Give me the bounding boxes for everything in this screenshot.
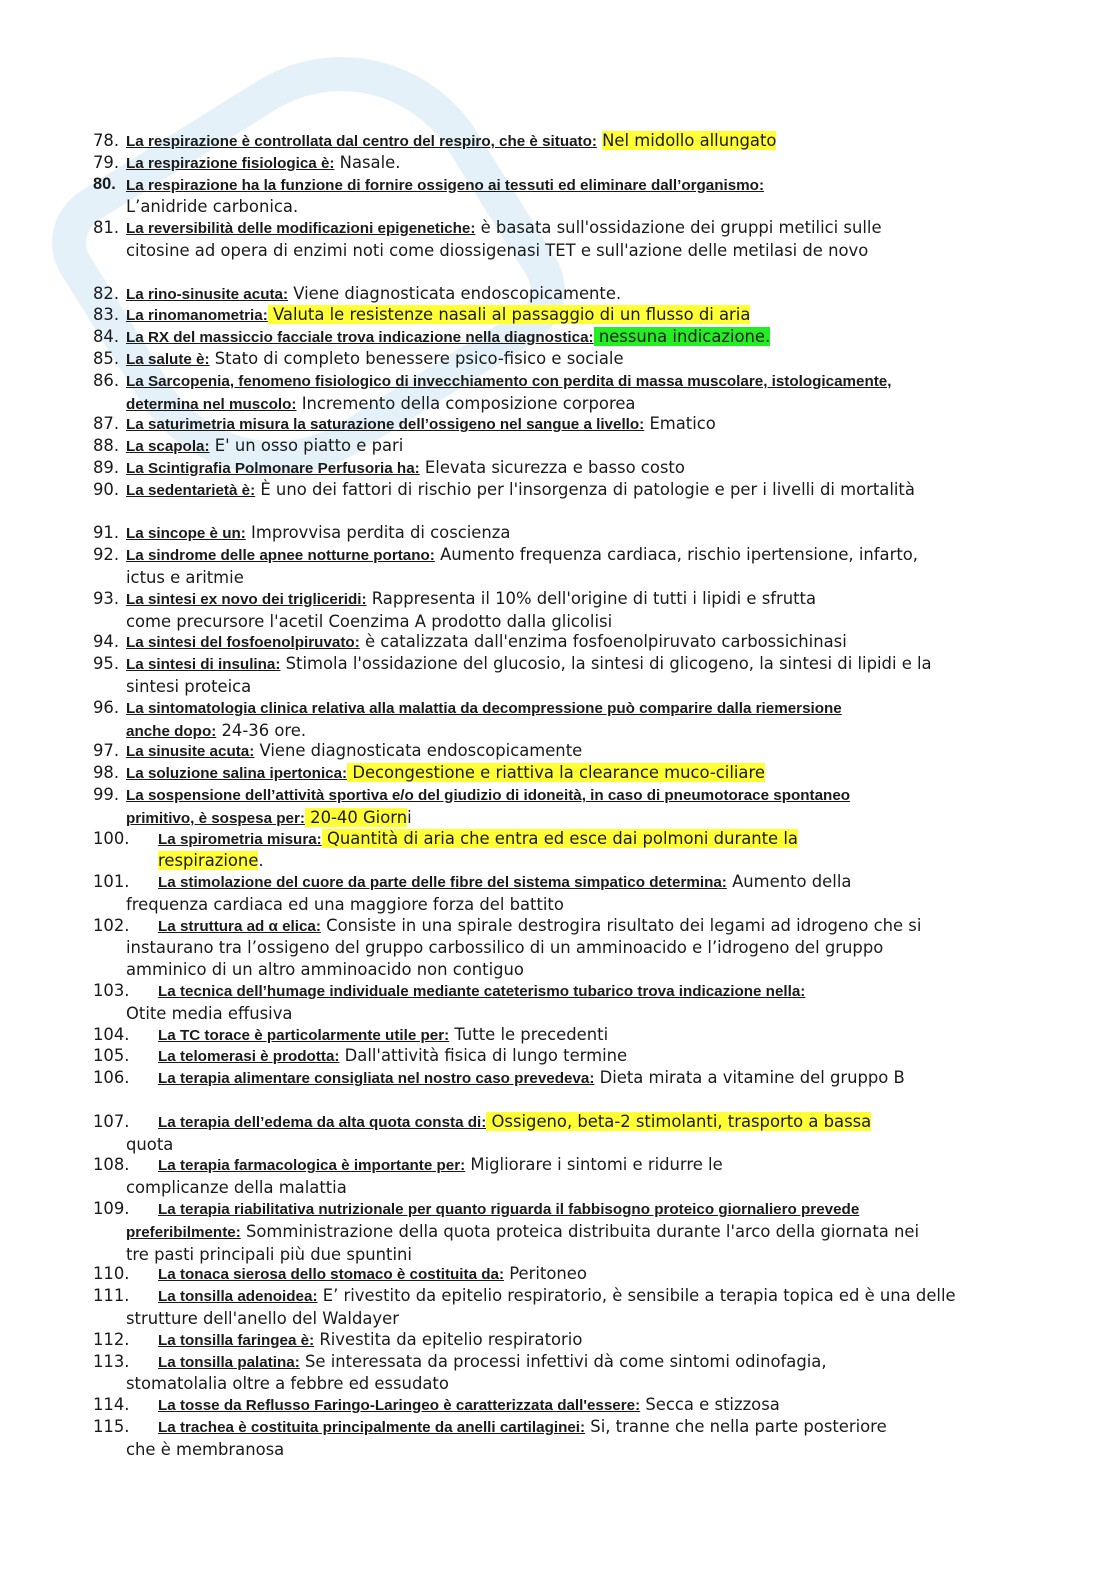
item-number: 87. xyxy=(93,414,120,434)
list-item xyxy=(0,1263,1118,1285)
list-item xyxy=(0,1067,1118,1111)
item-number: 78. xyxy=(93,131,120,150)
answer-text: è basata sull'ossidazione dei gruppi metilici sulle citosine ad opera di enzimi noti come diossigenasi TET e sull'azione delle metilasi de novo xyxy=(126,218,882,260)
list-item xyxy=(0,304,1118,326)
question-text: La sospensione dell’attività sportiva e/o del giudizio di idoneità, in caso di pneumotorace spontaneo primitivo, è sospesa per: xyxy=(126,786,851,827)
question-text: La salute è: xyxy=(126,350,210,368)
item-number: 109. xyxy=(93,1199,130,1219)
question-text: La sindrome delle apnee notturne portano: xyxy=(126,547,435,565)
list-item xyxy=(0,130,1118,152)
item-number: 106. xyxy=(93,1068,130,1088)
question-text: La tonsilla adenoidea: xyxy=(158,1288,318,1306)
item-number: 111. xyxy=(93,1286,130,1306)
answer-text: Nel midollo allungato xyxy=(602,131,777,150)
question-text: La sintesi del fosfoenolpiruvato: xyxy=(126,634,360,652)
answer-text: Ematico xyxy=(644,414,716,434)
question-text: La RX del massiccio facciale trova indicazione nella diagnostica: xyxy=(126,329,594,347)
document-page xyxy=(0,130,1118,1460)
answer-text: è catalizzata dall'enzima fosfoenolpiruvato carbossichinasi xyxy=(359,632,847,652)
list-item xyxy=(0,1111,1118,1155)
answer-text: Migliorare i sintomi e ridurre le complicanze della malattia xyxy=(126,1155,723,1198)
item-number: 94. xyxy=(93,632,120,652)
question-text: La terapia dell’edema da alta quota consta di: xyxy=(158,1113,487,1131)
item-number: 81. xyxy=(93,218,120,238)
item-number: 80. xyxy=(93,174,116,193)
item-number: 114. xyxy=(93,1395,130,1415)
answer-text: Nasale. xyxy=(334,152,401,172)
list-item xyxy=(0,283,1118,305)
list-item xyxy=(0,544,1118,588)
question-text: La respirazione fisiologica è: xyxy=(126,154,335,172)
item-number: 92. xyxy=(93,545,120,565)
list-item xyxy=(0,915,1118,980)
item-number: 86. xyxy=(93,370,120,390)
list-item xyxy=(0,1394,1118,1416)
question-text: La scapola: xyxy=(126,438,210,456)
list-item xyxy=(0,1154,1118,1198)
answer-text: Dall'attività fisica di lungo termine xyxy=(339,1046,628,1066)
item-number: 95. xyxy=(93,654,120,674)
list-item xyxy=(0,435,1118,457)
answer-text: Viene diagnosticata endoscopicamente. xyxy=(288,283,622,303)
answer-text: E' un osso piatto e pari xyxy=(209,436,404,456)
question-text: La sintomatologia clinica relativa alla malattia da decompressione può comparire dalla riemersione anche dopo: xyxy=(126,699,842,740)
question-text: La sintesi ex novo dei trigliceridi: xyxy=(126,590,367,608)
question-text: La Scintigrafia Polmonare Perfusoria ha: xyxy=(126,459,420,477)
answer-text: Stimola l'ossidazione del glucosio, la sintesi di glicogeno, la sintesi di lipidi e la sintesi proteica xyxy=(126,654,932,696)
item-number: 89. xyxy=(93,457,120,477)
list-item xyxy=(0,522,1118,544)
question-text: La respirazione ha la funzione di fornire ossigeno ai tessuti ed eliminare dall’organismo: xyxy=(126,176,765,194)
list-item xyxy=(0,413,1118,435)
answer-text: Tutte le precedenti xyxy=(449,1024,609,1044)
answer-text: Somministrazione della quota proteica distribuita durante l'arco della giornata nei tre pasti principali più due spuntini xyxy=(126,1221,920,1264)
list-item xyxy=(0,217,1118,282)
answer-text: Se interessata da processi infettivi dà come sintomi odinofagia, stomatolalia oltre a febbre ed essudato xyxy=(126,1351,827,1394)
answer-text: 24-36 ore. xyxy=(216,720,307,740)
question-text: La Sarcopenia, fenomeno fisiologico di invecchiamento con perdita di massa muscolare, istologicamente, determina nel muscolo: xyxy=(126,372,892,413)
item-number: 88. xyxy=(93,436,120,456)
list-item xyxy=(0,1198,1118,1263)
list-item xyxy=(0,631,1118,653)
list-item xyxy=(0,1416,1118,1460)
item-number: 104. xyxy=(93,1024,130,1044)
question-text: La tosse da Reflusso Faringo-Laringeo è caratterizzata dall'essere: xyxy=(158,1397,641,1415)
item-number: 110. xyxy=(93,1264,130,1284)
list-item xyxy=(0,697,1118,741)
answer-text: nessuna indicazione. xyxy=(593,327,771,347)
item-number: 83. xyxy=(93,305,120,325)
item-number: 93. xyxy=(93,588,120,608)
item-number: 100. xyxy=(93,828,130,848)
question-text: La stimolazione del cuore da parte delle fibre del sistema simpatico determina: xyxy=(158,874,727,892)
question-text: La respirazione è controllata dal centro del respiro, che è situato: xyxy=(126,133,597,150)
answer-text: Viene diagnosticata endoscopicamente xyxy=(254,741,583,761)
item-number: 91. xyxy=(93,523,120,543)
list-item xyxy=(0,1351,1118,1395)
question-text: La tonsilla palatina: xyxy=(158,1353,300,1371)
answer-text: Stato di completo benessere psico-fisico e sociale xyxy=(209,348,624,368)
list-item xyxy=(0,762,1118,784)
answer-text: Si, tranne che nella parte posteriore che è membranosa xyxy=(126,1417,887,1459)
question-text: La tonaca sierosa dello stomaco è costituita da: xyxy=(158,1266,505,1284)
answer-text: Quantità di aria che entra ed esce dai polmoni durante la respirazione xyxy=(158,828,798,871)
question-text: La sincope è un: xyxy=(126,525,246,543)
answer-text: Decongestione e riattiva la clearance muco-ciliare xyxy=(347,763,765,783)
list-item xyxy=(0,152,1118,174)
question-text: La spirometria misura: xyxy=(158,830,322,848)
question-text: La TC torace è particolarmente utile per: xyxy=(158,1026,450,1044)
list-item xyxy=(0,370,1118,414)
answer-text: Peritoneo xyxy=(504,1264,587,1284)
answer-text: Consiste in una spirale destrogira risultato dei legami ad idrogeno che si instaurano tra l’ossigeno del gruppo carbossilico di un amminoacido e l’idrogeno del gruppo amminico di un altro amminoacido non contiguo xyxy=(126,915,922,980)
answer-text: Valuta le resistenze nasali al passaggio di un flusso di aria xyxy=(267,305,751,325)
answer-text: 20-40 Giorn xyxy=(304,807,408,827)
question-text: La rinomanometria: xyxy=(126,307,268,325)
item-number: 107. xyxy=(93,1111,130,1131)
question-text: La struttura ad α elica: xyxy=(158,917,321,935)
list-item xyxy=(0,588,1118,632)
item-number: 103. xyxy=(93,981,130,1001)
answer-text: Aumento frequenza cardiaca, rischio ipertensione, infarto, ictus e aritmie xyxy=(126,545,918,587)
answer-tail: i xyxy=(407,807,412,827)
list-item xyxy=(0,479,1118,523)
list-item xyxy=(0,784,1118,828)
list-item xyxy=(0,871,1118,915)
answer-text: Secca e stizzosa xyxy=(640,1395,780,1415)
question-text: La soluzione salina ipertonica: xyxy=(126,765,348,783)
item-number: 84. xyxy=(93,327,120,347)
item-number: 108. xyxy=(93,1155,130,1175)
question-text: La telomerasi è prodotta: xyxy=(158,1048,340,1066)
list-item xyxy=(0,740,1118,762)
item-number: 99. xyxy=(93,784,120,804)
question-text: La saturimetria misura la saturazione dell’ossigeno nel sangue a livello: xyxy=(126,416,645,434)
list-item xyxy=(0,326,1118,348)
item-number: 101. xyxy=(93,872,130,892)
item-number: 85. xyxy=(93,348,120,368)
answer-text: Elevata sicurezza e basso costo xyxy=(419,457,685,477)
list-item xyxy=(0,980,1118,1024)
item-number: 105. xyxy=(93,1046,130,1066)
answer-text: E’ rivestito da epitelio respiratorio, è sensibile a terapia topica ed è una delle strutture dell'anello del Waldayer xyxy=(126,1286,956,1329)
question-text: La tonsilla faringea è: xyxy=(158,1331,315,1349)
list-item xyxy=(0,1045,1118,1067)
answer-tail: . xyxy=(258,851,264,871)
question-text: La sedentarietà è: xyxy=(126,481,256,499)
question-text: La reversibilità delle modificazioni epigenetiche: xyxy=(126,220,476,238)
answer-text: Dieta mirata a vitamine del gruppo B xyxy=(594,1068,905,1088)
list-item xyxy=(0,653,1118,697)
list-item xyxy=(0,1024,1118,1046)
item-number: 79. xyxy=(93,152,120,172)
list-item xyxy=(0,828,1118,872)
item-number: 113. xyxy=(93,1351,130,1371)
list-item xyxy=(0,174,1118,218)
list-item xyxy=(0,1329,1118,1351)
answer-text: Aumento della frequenza cardiaca ed una maggiore forza del battito xyxy=(126,872,852,914)
question-text: La rino-sinusite acuta: xyxy=(126,285,289,303)
item-number: 82. xyxy=(93,283,120,303)
item-number: 112. xyxy=(93,1329,130,1349)
item-number: 96. xyxy=(93,697,120,717)
item-number: 98. xyxy=(93,763,120,783)
list-item xyxy=(0,348,1118,370)
answer-text: Ossigeno, beta-2 stimolanti, trasporto a bassa xyxy=(486,1111,872,1131)
answer-text: L’anidride carbonica. xyxy=(126,197,299,217)
item-number: 97. xyxy=(93,741,120,761)
answer-tail: quota xyxy=(126,1134,174,1154)
list-item xyxy=(0,1285,1118,1329)
question-text: La terapia alimentare consigliata nel nostro caso prevedeva: xyxy=(158,1070,595,1088)
answer-text: Improvvisa perdita di coscienza xyxy=(245,523,511,543)
answer-text: Rivestita da epitelio respiratorio xyxy=(314,1329,583,1349)
question-text: La tecnica dell’humage individuale mediante cateterismo tubarico trova indicazione nella: xyxy=(158,983,806,1001)
answer-text: È uno dei fattori di rischio per l'insorgenza di patologie e per i livelli di mortalità xyxy=(255,479,915,499)
question-text: La trachea è costituita principalmente da anelli cartilaginei: xyxy=(158,1419,586,1437)
answer-text: Otite media effusiva xyxy=(126,1003,293,1023)
question-text: La terapia farmacologica è importante per: xyxy=(158,1157,466,1175)
item-number: 102. xyxy=(93,915,130,935)
list-item xyxy=(0,457,1118,479)
question-text: La sinusite acuta: xyxy=(126,743,255,761)
question-text: La sintesi di insulina: xyxy=(126,656,281,674)
question-text: La terapia riabilitativa nutrizionale per quanto riguarda il fabbisogno proteico giornaliero prevede preferibilmente: xyxy=(126,1201,860,1241)
answer-text: Rappresenta il 10% dell'origine di tutti i lipidi e sfrutta come precursore l'acetil Coenzima A prodotto dalla glicolisi xyxy=(126,588,817,631)
answer-text: Incremento della composizione corporea xyxy=(296,393,636,413)
item-number: 115. xyxy=(93,1417,130,1437)
item-number: 90. xyxy=(93,479,120,499)
